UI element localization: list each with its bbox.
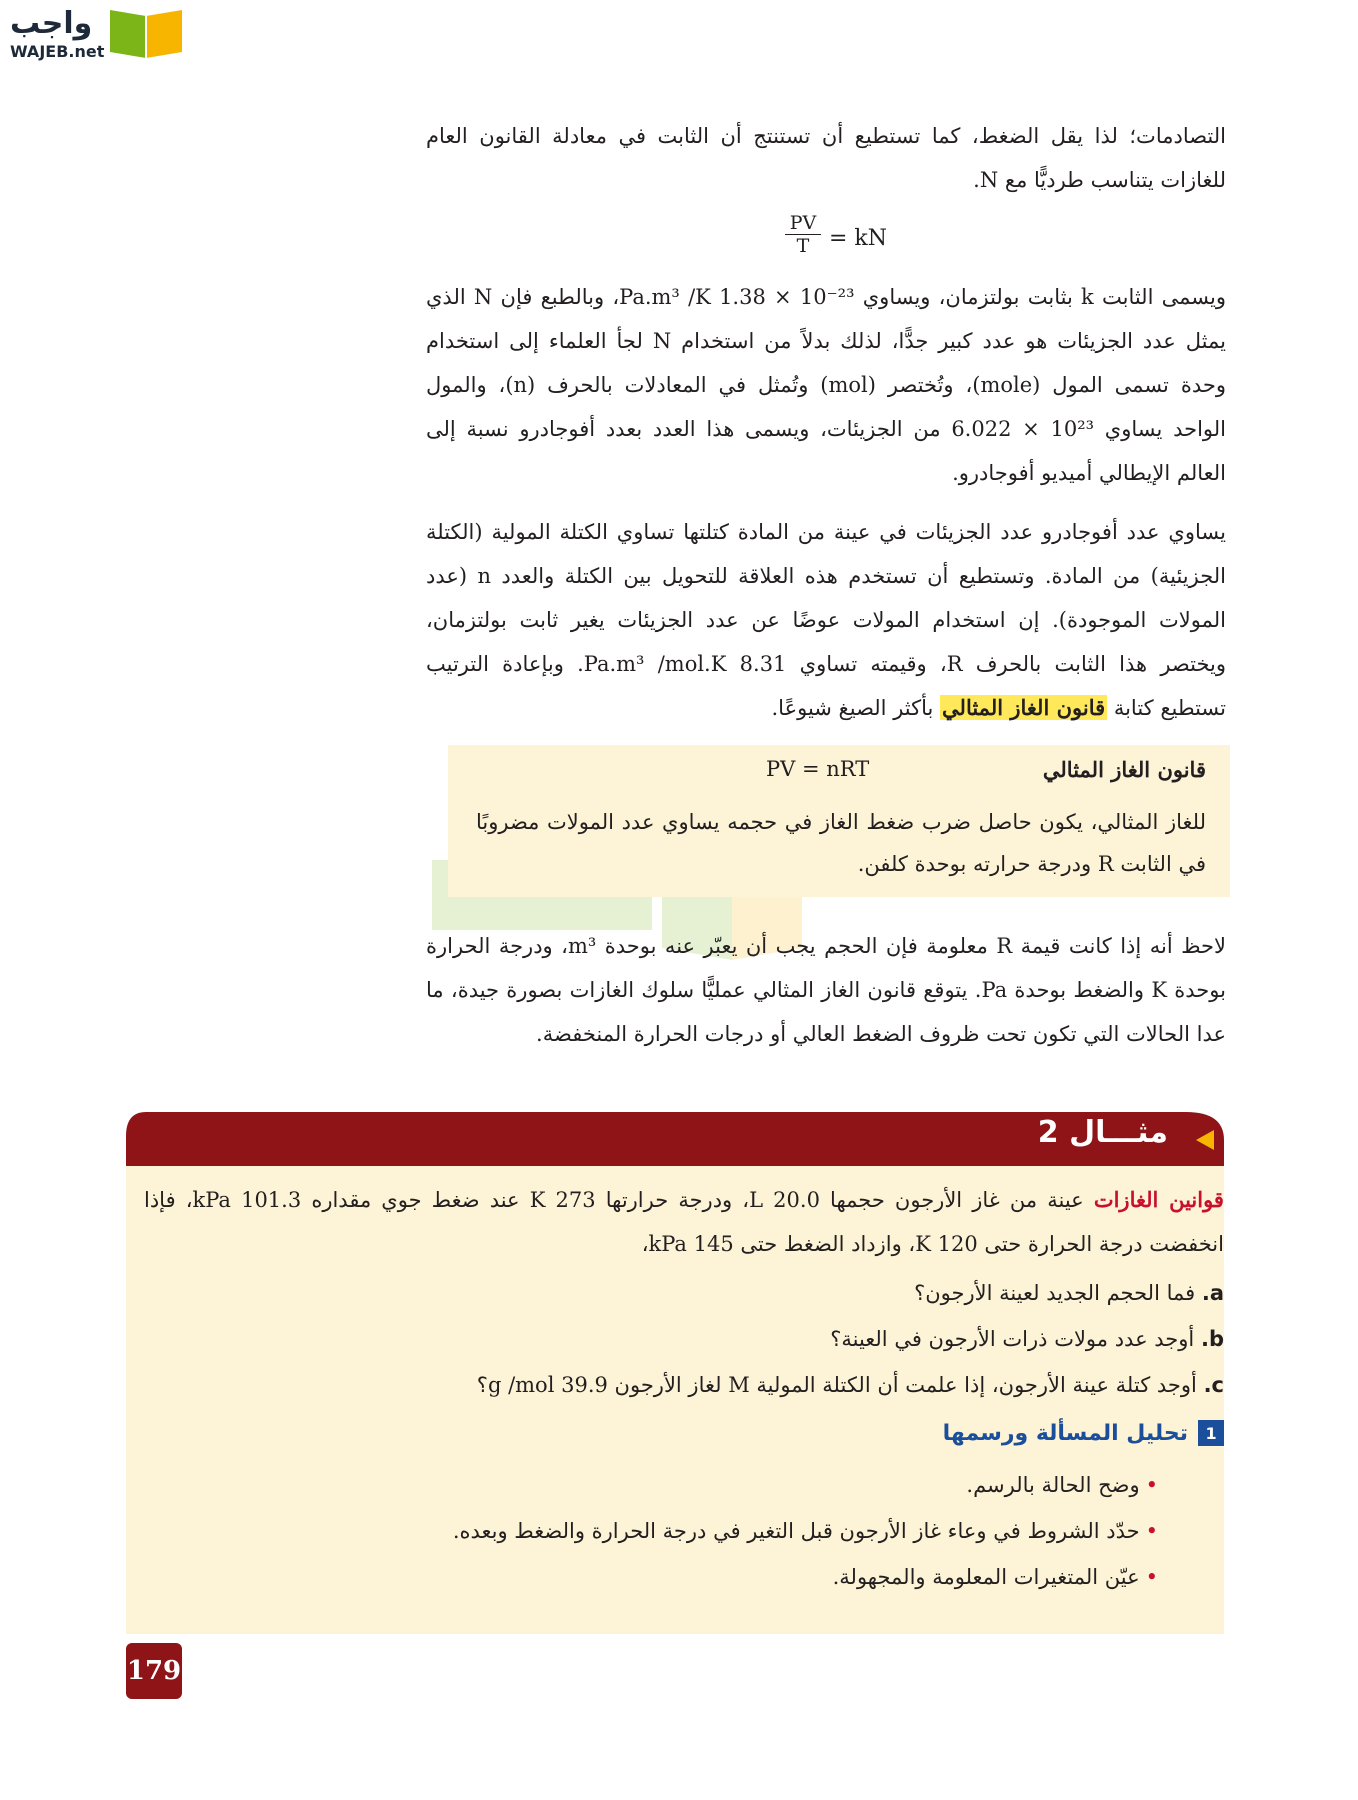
eq-rhs: = kN <box>829 226 888 251</box>
question-text: أوجد كتلة عينة الأرجون، إذا علمت أن الكتلة المولية M لغاز الأرجون 39.9 g /mol؟ <box>476 1373 1197 1397</box>
example-title: مثـــال 2 <box>1037 1115 1168 1150</box>
step-title: تحليل المسألة ورسمها <box>942 1420 1188 1446</box>
bullet-text: وضح الحالة بالرسم. <box>966 1473 1140 1497</box>
question-text: فما الحجم الجديد لعينة الأرجون؟ <box>914 1281 1196 1305</box>
bullet-icon: • <box>1145 1473 1158 1497</box>
paragraph-3-text-a: يساوي عدد أفوجادرو عدد الجزيئات في عينة من المادة كتلتها تساوي الكتلة المولية (الكتلة الجزيئية) من المادة. وتستطيع أن تستخدم هذه العلاقة للتحويل بين الكتلة والعدد n (عدد المولات الموجودة). إن استخدام المولات عوضًا عن عدد الجزيئات يغير ثابت بولتزمان، ويختصر هذا الثابت بالحرف R، وقيمته تساوي 8.31 Pa.m³ /mol.K. وبإعادة الترتيب تستطيع كتابة <box>426 520 1227 720</box>
example-statement <box>144 1178 1224 1266</box>
example-text: عينة من غاز الأرجون حجمها 20.0 L، ودرجة حرارتها 273 K عند ضغط جوي مقداره 101.3 kPa، فإذا انخفضت درجة الحرارة حتى 120 K، وازداد الضغط حتى 145 kPa، <box>144 1188 1224 1256</box>
paragraph-1: التصادمات؛ لذا يقل الضغط، كما تستطيع أن تستنتج أن الثابت في معادلة القانون العام للغازات يتناسب طرديًّا مع N. <box>426 124 1226 192</box>
question-c <box>144 1362 1224 1408</box>
question-letter: b. <box>1200 1327 1224 1351</box>
highlight-term: قانون الغاز المثالي <box>942 695 1106 720</box>
page-number: 179 <box>126 1643 182 1699</box>
paragraph-2: ويسمى الثابت k بثابت بولتزمان، ويساوي Pa.m³ /K 1.38 × 10⁻²³، وبالطبع فإن N الذي يمثل عدد الجزيئات هو عدد كبير جدًّا، لذلك بدلاً من استخدام N لجأ العلماء إلى استخدام وحدة تسمى المول (mole)، وتُختصر (mol) وتُمثل في المعادلات بالحرف (n)، والمول الواحد يساوي 10²³ × 6.022 من الجزيئات، ويسمى هذا العدد بعدد أفوجادرو نسبة إلى العالم الإيطالي أميديو أفوجادرو. <box>426 285 1227 485</box>
law-title: قانون الغاز المثالي <box>1042 757 1206 782</box>
bullet-icon: • <box>1145 1565 1158 1589</box>
law-text: للغاز المثالي، يكون حاصل ضرب ضغط الغاز في حجمه يساوي عدد المولات مضروبًا في الثابت R ودرجة حرارته بوحدة كلفن. <box>476 810 1206 876</box>
logo-wordmark: واجب <box>10 6 93 41</box>
list-item <box>453 1508 1158 1554</box>
eq-numerator: PV <box>785 212 821 235</box>
question-b <box>144 1316 1224 1362</box>
question-a <box>144 1270 1224 1316</box>
bullet-icon: • <box>1145 1519 1158 1543</box>
question-letter: c. <box>1203 1373 1224 1397</box>
step-heading <box>943 1420 1224 1446</box>
paragraph-4: لاحظ أنه إذا كانت قيمة R معلومة فإن الحجم يجب أن يعبّر عنه بوحدة m³، ودرجة الحرارة بوحدة K والضغط بوحدة Pa. يتوقع قانون الغاز المثالي عمليًّا سلوك الغازات بصورة جيدة، ما عدا الحالات التي تكون تحت ظروف الضغط العالي أو درجات الحرارة المنخفضة. <box>426 934 1227 1046</box>
step-bullets <box>453 1462 1158 1600</box>
paragraph-3 <box>426 510 1226 730</box>
step-number: 1 <box>1198 1420 1224 1446</box>
bullet-text: عيّن المتغيرات المعلومة والمجهولة. <box>832 1565 1140 1589</box>
example-label: قوانين الغازات <box>1093 1187 1224 1212</box>
list-item <box>453 1554 1158 1600</box>
equation-pv-t <box>785 212 905 268</box>
list-item <box>453 1462 1158 1508</box>
paragraph-3-text-b: بأكثر الصيغ شيوعًا. <box>771 696 934 720</box>
logo-subtitle: WAJEB.net <box>10 42 105 61</box>
book-logo-icon <box>106 6 186 62</box>
question-text: أوجد عدد مولات ذرات الأرجون في العينة؟ <box>830 1327 1195 1351</box>
bullet-text: حدّد الشروط في وعاء غاز الأرجون قبل التغير في درجة الحرارة والضغط وبعده. <box>452 1519 1140 1543</box>
question-letter: a. <box>1201 1281 1224 1305</box>
eq-denominator: T <box>796 235 810 257</box>
law-equation: PV = nRT <box>766 757 870 781</box>
ideal-gas-law-box <box>448 745 1230 897</box>
